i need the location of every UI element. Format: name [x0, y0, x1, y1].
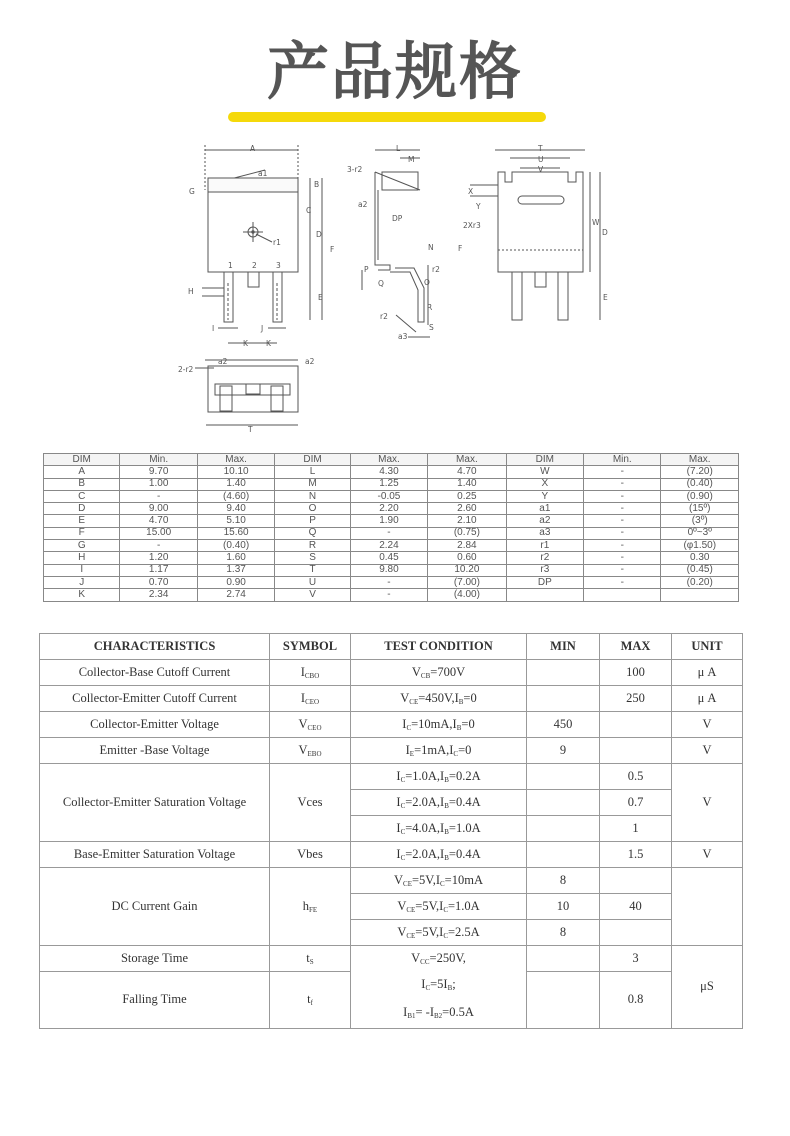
test-condition: $I_C=10mA,I_B=0$ — [351, 712, 527, 738]
characteristic-name: Emitter -Base Voltage — [40, 738, 270, 764]
dimension-cell: - — [584, 490, 661, 502]
test-condition: $I_C=2.0A,I_B=0.4A$ — [351, 842, 527, 868]
svg-text:B: B — [314, 180, 320, 189]
symbol-cell: $I_{CEO}$ — [270, 686, 351, 712]
spec-header: UNIT — [672, 634, 743, 660]
max-value — [600, 712, 672, 738]
dimension-cell: - — [584, 527, 661, 539]
svg-text:P: P — [364, 265, 369, 274]
symbol-cell: $t_S$ — [270, 946, 351, 972]
svg-text:a2: a2 — [305, 357, 315, 366]
svg-text:J: J — [261, 324, 264, 333]
min-value — [527, 972, 600, 1029]
dimension-row — [44, 576, 739, 588]
min-value: 450 — [527, 712, 600, 738]
side-view — [362, 150, 433, 337]
test-condition: $V_{CE}=5V,I_C=10mA$ — [351, 868, 527, 894]
dimension-cell: 2.24 — [350, 540, 427, 552]
spec-header: SYMBOL — [270, 634, 351, 660]
dim-header: Min. — [120, 454, 197, 466]
dimension-cell: (0.45) — [661, 564, 739, 576]
svg-text:C: C — [306, 206, 312, 215]
dimension-cell: - — [350, 527, 427, 539]
dimension-cell: 9.00 — [120, 503, 197, 515]
table-row — [40, 686, 743, 712]
dimension-cell: A — [44, 466, 120, 478]
dimension-cell: (0.40) — [197, 540, 274, 552]
dimension-cell: 1.00 — [120, 478, 197, 490]
symbol-cell: $V_{CEO}$ — [270, 712, 351, 738]
dimension-cell: 5.10 — [197, 515, 274, 527]
dimension-cell: -0.05 — [350, 490, 427, 502]
svg-text:3-r2: 3-r2 — [347, 165, 363, 174]
dimension-cell: (4.00) — [428, 589, 506, 601]
dimension-cell: 0º~3º — [661, 527, 739, 539]
svg-text:F: F — [330, 245, 335, 254]
dimension-cell: L — [275, 466, 350, 478]
dimension-cell: 9.40 — [197, 503, 274, 515]
dimension-row — [44, 589, 739, 601]
table-row — [40, 946, 743, 972]
dimension-table-body — [44, 466, 739, 601]
dimension-cell: 1.20 — [120, 552, 197, 564]
dimension-cell: N — [275, 490, 350, 502]
svg-text:I: I — [212, 324, 215, 333]
dimension-cell: 2.84 — [428, 540, 506, 552]
dimension-cell: J — [44, 576, 120, 588]
symbol-cell: $t_f$ — [270, 972, 351, 1029]
dimension-cell: 1.17 — [120, 564, 197, 576]
unit-value: μ A — [672, 686, 743, 712]
table-row — [40, 660, 743, 686]
dimension-cell: 4.70 — [428, 466, 506, 478]
svg-text:X: X — [468, 187, 474, 196]
dimension-cell: (4.60) — [197, 490, 274, 502]
dimension-row — [44, 478, 739, 490]
dim-header: Max. — [197, 454, 274, 466]
dimension-row — [44, 564, 739, 576]
dimension-cell: (7.20) — [661, 466, 739, 478]
dimension-cell: - — [584, 552, 661, 564]
dimension-cell: (0.75) — [428, 527, 506, 539]
dimension-cell: 10.10 — [197, 466, 274, 478]
max-value: 100 — [600, 660, 672, 686]
svg-text:2Xr3: 2Xr3 — [463, 221, 481, 230]
table-row — [40, 712, 743, 738]
dimension-cell — [584, 589, 661, 601]
svg-text:W: W — [592, 218, 600, 227]
dimension-cell: S — [275, 552, 350, 564]
dimension-cell: B — [44, 478, 120, 490]
dimension-cell: R — [275, 540, 350, 552]
dim-header: DIM — [44, 454, 120, 466]
dimension-cell: - — [584, 466, 661, 478]
dimension-cell: r3 — [506, 564, 583, 576]
svg-text:L: L — [396, 144, 401, 153]
dimension-cell: I — [44, 564, 120, 576]
test-condition: $V_{CB}=700V$ — [351, 660, 527, 686]
symbol-cell: $h_{FE}$ — [270, 868, 351, 946]
svg-text:V: V — [538, 165, 544, 174]
dimension-cell: 1.90 — [350, 515, 427, 527]
svg-text:G: G — [189, 187, 195, 196]
unit-value: V — [672, 712, 743, 738]
svg-text:O: O — [424, 278, 430, 287]
min-value — [527, 764, 600, 790]
characteristic-name: Collector-Base Cutoff Current — [40, 660, 270, 686]
svg-text:a1: a1 — [258, 169, 268, 178]
dim-header: Min. — [584, 454, 661, 466]
dimension-cell: V — [275, 589, 350, 601]
dimension-cell: (3º) — [661, 515, 739, 527]
svg-text:U: U — [538, 155, 544, 164]
dimension-header-row — [44, 454, 739, 466]
svg-text:r1: r1 — [273, 238, 281, 247]
svg-text:R: R — [427, 303, 433, 312]
dimension-cell — [506, 589, 583, 601]
dimension-cell: (0.20) — [661, 576, 739, 588]
dimension-cell: 10.20 — [428, 564, 506, 576]
svg-text:r2: r2 — [380, 312, 388, 321]
min-value — [527, 660, 600, 686]
svg-text:M: M — [408, 155, 415, 164]
spec-header: CHARACTERISTICS — [40, 634, 270, 660]
dimension-cell: 1.25 — [350, 478, 427, 490]
bottom-view — [195, 360, 298, 425]
test-condition: $V_{CE}=450V,I_B=0$ — [351, 686, 527, 712]
unit-value: V — [672, 764, 743, 842]
test-condition: $V_{CE}=5V,I_C=1.0A$ — [351, 894, 527, 920]
test-condition: $I_C=2.0A,I_B=0.4A$ — [351, 790, 527, 816]
unit-value: V — [672, 738, 743, 764]
dimension-row — [44, 552, 739, 564]
table-row — [40, 972, 743, 1029]
max-value — [600, 738, 672, 764]
dimension-cell: 4.30 — [350, 466, 427, 478]
dimension-cell: - — [584, 515, 661, 527]
dimension-cell: (15º) — [661, 503, 739, 515]
svg-text:DP: DP — [392, 214, 403, 223]
dimension-cell: 1.40 — [428, 478, 506, 490]
max-value: 0.5 — [600, 764, 672, 790]
dimension-cell: 15.00 — [120, 527, 197, 539]
max-value: 250 — [600, 686, 672, 712]
dim-header: DIM — [275, 454, 350, 466]
dimension-row — [44, 490, 739, 502]
symbol-cell: $V_{EBO}$ — [270, 738, 351, 764]
dimension-cell: X — [506, 478, 583, 490]
dimension-cell: Y — [506, 490, 583, 502]
test-condition: $I_E=1mA,I_C=0$ — [351, 738, 527, 764]
max-value: 1 — [600, 816, 672, 842]
svg-text:N: N — [428, 243, 434, 252]
min-value: 8 — [527, 868, 600, 894]
dimension-cell: - — [584, 564, 661, 576]
dimension-table — [43, 453, 739, 602]
dimension-cell: T — [275, 564, 350, 576]
min-value: 10 — [527, 894, 600, 920]
min-value — [527, 686, 600, 712]
min-value — [527, 842, 600, 868]
dim-header: Max. — [350, 454, 427, 466]
dimension-cell: 0.25 — [428, 490, 506, 502]
dimension-cell: (7.00) — [428, 576, 506, 588]
dimension-cell: K — [44, 589, 120, 601]
spec-header: MIN — [527, 634, 600, 660]
max-value: 0.7 — [600, 790, 672, 816]
svg-text:T: T — [538, 144, 543, 153]
page-title: 产品规格 — [266, 35, 523, 108]
svg-text:T: T — [248, 425, 253, 434]
max-value: 0.8 — [600, 972, 672, 1029]
dimension-cell: 2.74 — [197, 589, 274, 601]
svg-text:D: D — [602, 228, 608, 237]
dimension-cell: Q — [275, 527, 350, 539]
min-value — [527, 790, 600, 816]
svg-text:K: K — [266, 339, 271, 348]
dimension-cell: D — [44, 503, 120, 515]
back-view — [470, 150, 600, 320]
dimension-cell: r1 — [506, 540, 583, 552]
symbol-cell: $I_{CBO}$ — [270, 660, 351, 686]
dimension-cell: 9.80 — [350, 564, 427, 576]
dimension-cell: 0.60 — [428, 552, 506, 564]
dimension-cell: M — [275, 478, 350, 490]
dimension-cell: - — [584, 576, 661, 588]
dimension-cell: 1.40 — [197, 478, 274, 490]
unit-value: μ A — [672, 660, 743, 686]
min-value — [527, 816, 600, 842]
dimension-cell: - — [584, 503, 661, 515]
characteristic-name: Falling Time — [40, 972, 270, 1029]
dimension-cell: 0.30 — [661, 552, 739, 564]
max-value — [600, 868, 672, 894]
svg-text:Q: Q — [378, 279, 384, 288]
dimension-cell: (φ1.50) — [661, 540, 739, 552]
dimension-cell: - — [584, 540, 661, 552]
unit-value: V — [672, 842, 743, 868]
dimension-cell: a2 — [506, 515, 583, 527]
dim-header: Max. — [661, 454, 739, 466]
svg-text:Y: Y — [476, 202, 481, 211]
dimension-cell: 2.60 — [428, 503, 506, 515]
test-condition: $I_C=4.0A,I_B=1.0A$ — [351, 816, 527, 842]
dimension-cell: 9.70 — [120, 466, 197, 478]
dimension-row — [44, 515, 739, 527]
characteristic-name: Base-Emitter Saturation Voltage — [40, 842, 270, 868]
test-condition: $V_{CC}=250V$, — [351, 946, 527, 972]
svg-text:3: 3 — [276, 261, 281, 270]
unit-value — [672, 868, 743, 946]
min-value — [527, 946, 600, 972]
dimension-cell: 0.90 — [197, 576, 274, 588]
spec-header-row — [40, 634, 743, 660]
characteristic-name: Collector-Emitter Voltage — [40, 712, 270, 738]
max-value — [600, 920, 672, 946]
svg-text:A: A — [250, 144, 256, 153]
table-row — [40, 868, 743, 894]
dimension-cell: O — [275, 503, 350, 515]
spec-header: TEST CONDITION — [351, 634, 527, 660]
symbol-cell: Vbes — [270, 842, 351, 868]
package-outline-drawing — [0, 0, 790, 450]
characteristic-name: Storage Time — [40, 946, 270, 972]
max-value: 40 — [600, 894, 672, 920]
dimension-cell: - — [120, 490, 197, 502]
svg-text:K: K — [243, 339, 248, 348]
dimension-cell — [661, 589, 739, 601]
dimension-cell: - — [120, 540, 197, 552]
svg-text:2-r2: 2-r2 — [178, 365, 194, 374]
dimension-cell: 0.70 — [120, 576, 197, 588]
dimension-cell: (0.90) — [661, 490, 739, 502]
dimension-cell: - — [350, 576, 427, 588]
dimension-cell: H — [44, 552, 120, 564]
svg-text:H: H — [188, 287, 194, 296]
spec-table — [39, 633, 743, 1029]
symbol-cell: Vces — [270, 764, 351, 842]
dimension-cell: C — [44, 490, 120, 502]
dim-header: Max. — [428, 454, 506, 466]
min-value: 8 — [527, 920, 600, 946]
dimension-cell: P — [275, 515, 350, 527]
dimension-row — [44, 503, 739, 515]
min-value: 9 — [527, 738, 600, 764]
dimension-cell: DP — [506, 576, 583, 588]
svg-text:r2: r2 — [432, 265, 440, 274]
dimension-row — [44, 527, 739, 539]
dimension-cell: E — [44, 515, 120, 527]
dimension-cell: U — [275, 576, 350, 588]
unit-value: μS — [672, 946, 743, 1029]
dimension-row — [44, 466, 739, 478]
characteristic-name: DC Current Gain — [40, 868, 270, 946]
test-condition: $V_{CE}=5V,I_C=2.5A$ — [351, 920, 527, 946]
dimension-cell: W — [506, 466, 583, 478]
test-condition: $I_C=5I_B$; $I_{B1}= -I_{B2}=0.5A$ — [351, 972, 527, 1029]
svg-text:F: F — [458, 244, 463, 253]
dimension-cell: 2.10 — [428, 515, 506, 527]
svg-text:a2: a2 — [218, 357, 228, 366]
max-value: 1.5 — [600, 842, 672, 868]
characteristic-name: Collector-Emitter Saturation Voltage — [40, 764, 270, 842]
dimension-cell: (0.40) — [661, 478, 739, 490]
dimension-cell: 2.20 — [350, 503, 427, 515]
dimension-cell: G — [44, 540, 120, 552]
spec-header: MAX — [600, 634, 672, 660]
dimension-cell: - — [584, 478, 661, 490]
dimension-row — [44, 540, 739, 552]
svg-text:D: D — [316, 230, 322, 239]
dimension-cell: 1.60 — [197, 552, 274, 564]
svg-text:E: E — [603, 293, 608, 302]
dimension-cell: r2 — [506, 552, 583, 564]
max-value: 3 — [600, 946, 672, 972]
dimension-cell: a3 — [506, 527, 583, 539]
svg-text:a2: a2 — [358, 200, 368, 209]
svg-text:2: 2 — [252, 261, 257, 270]
dimension-cell: 2.34 — [120, 589, 197, 601]
dimension-cell: F — [44, 527, 120, 539]
dimension-cell: a1 — [506, 503, 583, 515]
dimension-cell: 15.60 — [197, 527, 274, 539]
svg-text:E: E — [318, 293, 323, 302]
svg-text:a3: a3 — [398, 332, 408, 341]
svg-text:S: S — [429, 323, 434, 332]
svg-text:1: 1 — [228, 261, 233, 270]
table-row — [40, 842, 743, 868]
table-row — [40, 738, 743, 764]
dimension-cell: 1.37 — [197, 564, 274, 576]
dim-header: DIM — [506, 454, 583, 466]
dimension-cell: 4.70 — [120, 515, 197, 527]
test-condition: $I_C=1.0A,I_B=0.2A$ — [351, 764, 527, 790]
characteristic-name: Collector-Emitter Cutoff Current — [40, 686, 270, 712]
table-row — [40, 764, 743, 790]
dimension-cell: - — [350, 589, 427, 601]
dimension-cell: 0.45 — [350, 552, 427, 564]
